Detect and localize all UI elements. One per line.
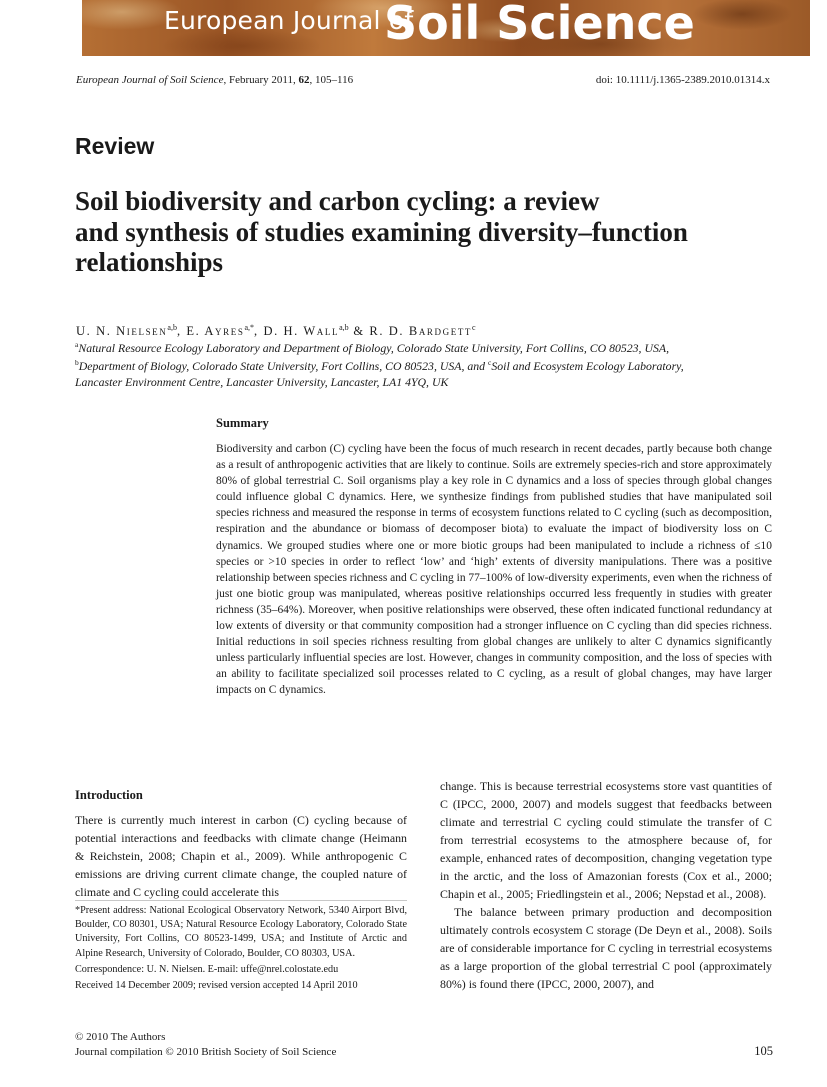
footnotes <box>75 904 407 993</box>
introduction-heading: Introduction <box>75 788 143 802</box>
journal-banner <box>82 0 810 56</box>
running-head-volume: 62 <box>298 74 310 86</box>
received-footnote: Received 14 December 2009; revised version accepted 14 April 2010 <box>75 980 358 992</box>
affiliation-marker: b <box>75 358 79 367</box>
running-head-citation <box>76 74 353 86</box>
running-head-pages: , 105–116 <box>309 74 354 86</box>
correspondence-footnote: Correspondence: U. N. Nielsen. E-mail: uffe@nrel.colostate.edu <box>75 963 339 975</box>
affiliation-text: Lancaster Environment Centre, Lancaster University, Lancaster, LA1 4YQ, UK <box>75 375 449 389</box>
author-name: U. N. Nielsen <box>76 324 168 339</box>
affiliation-line <box>75 375 755 390</box>
intro-paragraph: There is currently much interest in carbon (C) cycling because of potential interactions and feedbacks with climate change (Heimann & Reichstein, 2008; Chapin et al., 2009). While anthropogenic C emissions are driving current climate change, the coupled nature of climate and C cycling could accelerate this <box>75 813 407 899</box>
banner-journal-big: Soil Science <box>384 0 695 50</box>
running-head-journal: European Journal of Soil Science <box>76 74 224 86</box>
title-line: and synthesis of studies examining diversity–function <box>75 216 688 247</box>
intro-paragraph: The balance between primary production and decomposition ultimately controls ecosystem C storage (De Deyn et al., 2008). Soils are of considerable importance for C cycling in terrestrial ecosystems as a large proportion of the global terrestrial C pool (approximately 80%) is found there (IPCC, 2000, 2007), and <box>440 905 772 991</box>
present-address-footnote: *Present address: National Ecological Observatory Network, 5340 Airport Blvd, Boulder, CO 80301, USA; Natural Resource Ecology Laboratory, Colorado State University, Fort Collins, CO 80523-1499, USA; and Institute of Arctic and Alpine Research, University of Colorado, Boulder, CO 80303, USA. <box>75 905 407 959</box>
affiliation-line <box>75 340 755 356</box>
page-number: 105 <box>754 1044 773 1058</box>
author-affiliation-marker: a,b <box>339 323 349 332</box>
author-name: R. D. Bardgett <box>369 324 473 339</box>
author-affiliation-marker: c <box>472 323 476 332</box>
title-line: relationships <box>75 247 224 277</box>
affiliation-marker: c <box>488 358 492 367</box>
intro-paragraph: change. This is because terrestrial ecosystems store vast quantities of C (IPCC, 2000, 2007) and models suggest that feedbacks between climate and terrestrial C cycling could stimulate the transfer of C from terrestrial ecosystems to the atmosphere because of, for example, enhanced rates of decomposition, changing vegetation type in the arctic, and the loss of Amazonian forests (Cox et al., 2000; Chapin et al., 2005; Friedlingstein et al., 2006; Nepstad et al., 2008). <box>440 779 772 901</box>
affiliation-marker: a <box>75 340 79 349</box>
banner-journal-small: European Journal of <box>164 6 414 35</box>
section-label: Review <box>75 133 155 159</box>
running-head-doi: doi: 10.1111/j.1365-2389.2010.01314.x <box>595 74 770 86</box>
footnote-divider <box>75 900 407 901</box>
running-head-issue: , February 2011, <box>223 74 299 86</box>
copyright-journal: Journal compilation © 2010 British Society of Soil Science <box>75 1046 337 1058</box>
author-list <box>76 323 476 339</box>
title-line: Soil biodiversity and carbon cycling: a review <box>75 186 600 216</box>
author-name: D. H. Wall <box>263 324 340 339</box>
affiliation-text: Natural Resource Ecology Laboratory and Department of Biology, Colorado State University, Fort Collins, CO 80523, USA, <box>78 340 670 355</box>
affiliation-text: Department of Biology, Colorado State University, Fort Collins, CO 80523, USA, and <box>78 358 489 373</box>
summary-text: Biodiversity and carbon (C) cycling have been the focus of much research in recent decades, partly because both change as a result of anthropogenic activities that are likely to continue. Soils are extremely species-rich and store approximately 80% of global terrestrial C. Soil organisms play a key role in C dynamics and a loss of species through global changes could influence global C dynamics. Here, we synthesize findings from published studies that have manipulated soil species richness and measured the response in terms of ecosystem functions related to C cycling (such as decomposition, respiration and the abundance or biomass of decomposer biota) to evaluate the impact of biodiversity loss on C dynamics. We grouped studies where one or more biotic groups had been manipulated to include a richness of ≤10 species or >10 species in order to reflect ‘low’ and ‘high’ extents of diversity manipulations. There was a positive relationship between species richness and C cycling in 77–100% of low-diversity experiments, even when the richness of just one biotic group was manipulated, whereas positive relationships occurred less frequently in studies with greater richness (35–64%). Moreover, when positive relationships were observed, these often indicated functional redundancy at low extents of diversity or that community composition had a stronger influence on C cycling than did species richness. Initial reductions in soil species richness resulting from global changes are unlikely to alter C dynamics significantly unless particularly influential species are lost. However, changes in community composition, and the loss of species with an ability to facilitate specialized soil processes related to C cycling, as a result of global changes, may have larger impacts on C dynamics. <box>216 443 772 697</box>
left-column <box>75 811 407 901</box>
affiliation-line <box>75 358 755 374</box>
copyright-block <box>75 1030 336 1060</box>
author-affiliation-marker: a,* <box>244 323 254 332</box>
affiliation-text: Soil and Ecosystem Ecology Laboratory, <box>491 358 684 373</box>
right-column <box>440 777 772 993</box>
summary-heading: Summary <box>216 416 269 430</box>
article-title <box>75 186 775 278</box>
copyright-authors: © 2010 The Authors <box>75 1031 166 1043</box>
author-name: E. Ayres <box>186 324 245 339</box>
author-separator: , <box>176 324 187 339</box>
author-separator: , <box>254 324 264 339</box>
author-separator: & <box>348 324 370 339</box>
author-affiliation-marker: a,b <box>167 323 177 332</box>
